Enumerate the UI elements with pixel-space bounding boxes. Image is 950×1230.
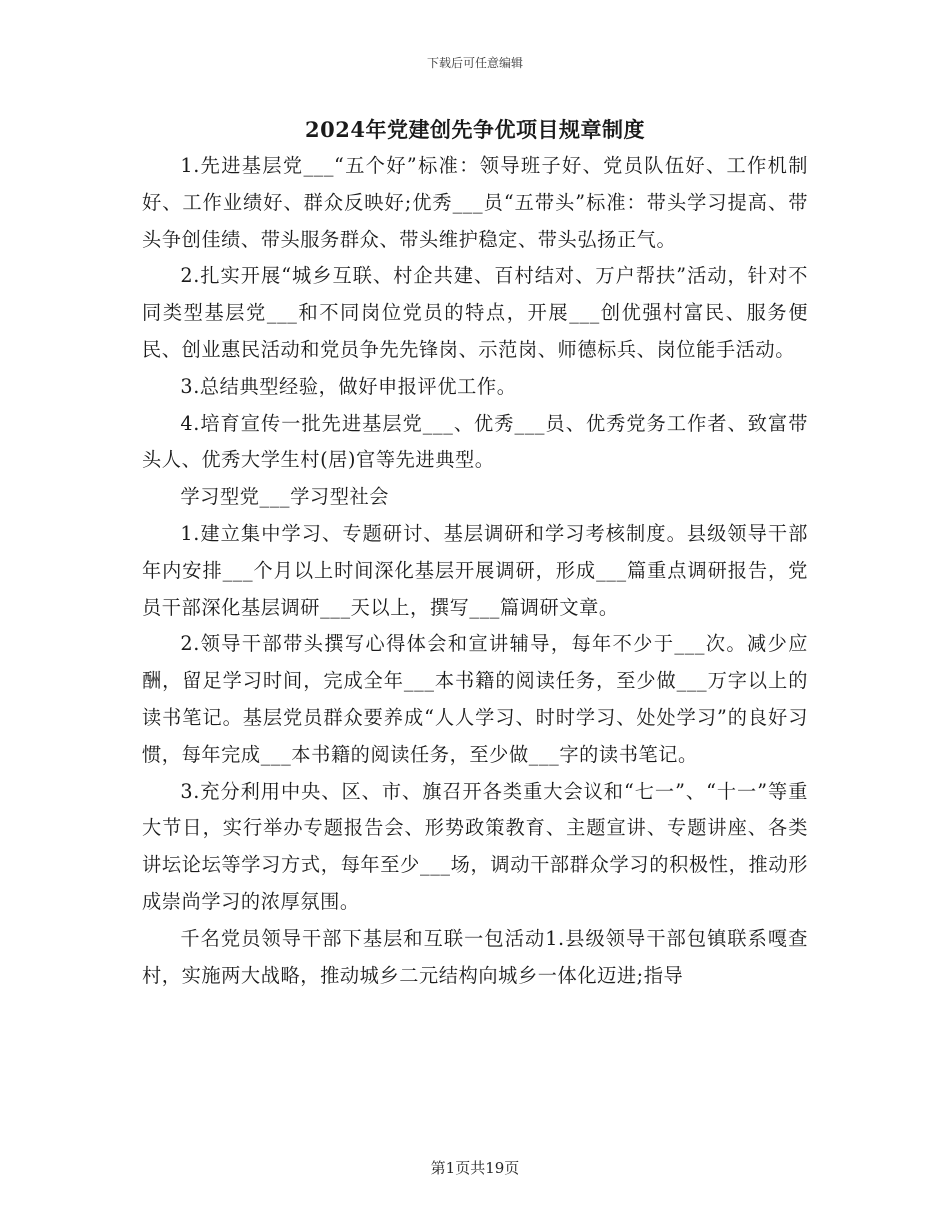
paragraph: 3.总结典型经验，做好申报评优工作。 bbox=[180, 374, 517, 398]
paragraph: 1.先进基层党___“五个好”标准：领导班子好、党员队伍好、工作机制好、工作业绩好、群众反映好;优秀___员“五带头”标准：带头学习提高、带头争创佳绩、带头服务群众、带头维护稳定、带头弘扬正气。 bbox=[142, 154, 808, 251]
paragraph: 3.充分利用中央、区、市、旗召开各类重大会议和“七一”、“十一”等重大节日，实行举办专题报告会、形势政策教育、主题宣讲、专题讲座、各类讲坛论坛等学习方式，每年至少___场，调动干部群众学习的积极性，推动形成崇尚学习的浓厚氛围。 bbox=[142, 779, 808, 913]
section-heading: 学习型党___学习型社会 bbox=[180, 485, 390, 509]
paragraph: 4.培育宣传一批先进基层党___、优秀___员、优秀党务工作者、致富带头人、优秀大学生村(居)官等先进典型。 bbox=[142, 411, 808, 472]
paragraph: 2.扎实开展“城乡互联、村企共建、百村结对、万户帮扶”活动，针对不同类型基层党___和不同岗位党员的特点，开展___创优强村富民、服务便民、创业惠民活动和党员争先先锋岗、示范岗、师德标兵、岗位能手活动。 bbox=[142, 264, 808, 361]
paragraph: 千名党员领导干部下基层和互联一包活动1.县级领导干部包镇联系嘎查村，实施两大战略，推动城乡二元结构向城乡一体化迈进;指导 bbox=[142, 926, 808, 987]
paragraph: 2.领导干部带头撰写心得体会和宣讲辅导，每年不少于___次。减少应酬，留足学习时间，完成全年___本书籍的阅读任务，至少做___万字以上的读书笔记。基层党员群众要养成“人人学习、时时学习、处处学习”的良好习惯，每年完成___本书籍的阅读任务，至少做___字的读书笔记。 bbox=[142, 632, 808, 766]
paragraph: 1.建立集中学习、专题研讨、基层调研和学习考核制度。县级领导干部年内安排___个月以上时间深化基层开展调研，形成___篇重点调研报告，党员干部深化基层调研___天以上，撰写___篇调研文章。 bbox=[142, 521, 808, 619]
header-note: 下载后可任意编辑 bbox=[426, 56, 523, 70]
page-footer: 第1页共19页 bbox=[430, 1159, 520, 1177]
document-body bbox=[142, 148, 808, 994]
document-title: 2024年党建创先争优项目规章制度 bbox=[305, 117, 645, 142]
